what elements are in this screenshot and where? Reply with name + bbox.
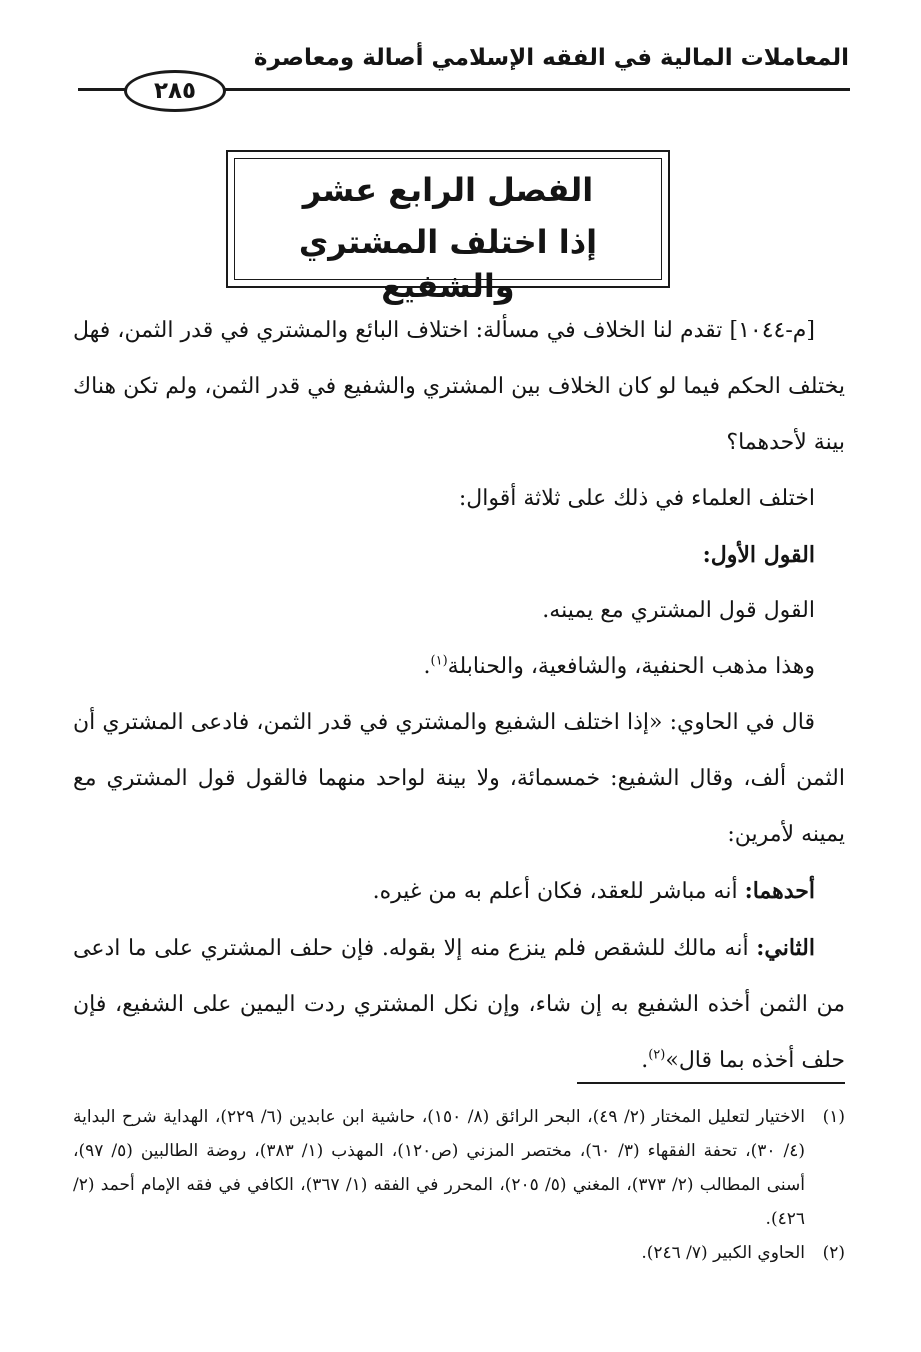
first-reason-text: أنه مباشر للعقد، فكان أعلم به من غيره.	[372, 879, 745, 904]
footnote-rule	[577, 1082, 845, 1084]
chapter-title: إذا اختلف المشتري والشفيع	[298, 223, 598, 305]
paragraph-first-reason	[73, 863, 845, 920]
paragraph-first-opinion: القول قول المشتري مع يمينه.	[542, 598, 815, 623]
madhhabs-end: .	[423, 654, 431, 679]
footnote-2-text: الحاوي الكبير (٧/ ٢٤٦).	[641, 1243, 805, 1263]
chapter-number: الفصل الرابع عشر	[302, 171, 594, 209]
running-title: المعاملات المالية في الفقه الإسلامي أصالة ومعاصرة	[253, 45, 849, 71]
footnote-ref-1[interactable]: (١)	[430, 653, 448, 669]
footnote-2	[73, 1236, 845, 1270]
paragraph-opinions: اختلف العلماء في ذلك على ثلاثة أقوال:	[458, 486, 815, 511]
chapter-title-box	[226, 150, 670, 305]
paragraph-intro: [م-١٠٤٤] تقدم لنا الخلاف في مسألة: اختلاف البائع والمشتري في قدر الثمن، فهل يختلف الحكم فيما لو كان الخلاف بين المشتري والشفيع في قدر الثمن، ولم تكن هناك بينة لأحدهما؟	[73, 318, 845, 455]
first-reason-lead: أحدهما:	[744, 878, 815, 904]
paragraph-madhhabs	[73, 639, 845, 695]
footnote-1	[73, 1100, 845, 1236]
main-text	[73, 303, 845, 1089]
footnote-1-text: الاختيار لتعليل المختار (٢/ ٤٩)، البحر الرائق (٨/ ١٥٠)، حاشية ابن عابدين (٦/ ٢٢٩)، الهداية شرح البداية (٤/ ٣٠)، تحفة الفقهاء (٣/ ٦٠)، مختصر المزني (ص١٢٠)، المهذب (١/ ٣٨٣)، روضة الطالبين (٥/ ٩٧)، أسنى المطالب (٢/ ٣٧٣)، المغني (٥/ ٢٠٥)، المحرر في الفقه (١/ ٣٦٧)، الكافي في فقه الإمام أحمد (٢/ ٤٢٦).	[73, 1107, 806, 1229]
second-reason-text: أنه مالك للشقص فلم ينزع منه إلا بقوله. فإن حلف المشتري على ما ادعى من الثمن أخذه الشفيع به إن شاء، وإن نكل المشتري ردت اليمين على الشفيع، فإن حلف أخذه بما قال»	[73, 936, 845, 1073]
footnote-1-number: (١)	[822, 1107, 846, 1127]
madhhabs-text: وهذا مذهب الحنفية، والشافعية، والحنابلة	[447, 654, 815, 679]
page-number-badge: ٢٨٥	[124, 70, 226, 112]
heading-first-opinion: القول الأول:	[702, 542, 815, 568]
second-reason-end: .	[641, 1048, 649, 1073]
second-reason-lead: الثاني:	[756, 935, 815, 961]
footnote-ref-2[interactable]: (٢)	[648, 1047, 666, 1063]
paragraph-second-reason	[73, 920, 845, 1089]
footnotes	[73, 1100, 845, 1270]
footnote-2-number: (٢)	[822, 1243, 845, 1263]
paragraph-hawi-quote: قال في الحاوي: «إذا اختلف الشفيع والمشتري في قدر الثمن، فادعى المشتري أن الثمن ألف، وقال الشفيع: خمسمائة، ولا بينة لواحد منهما فالقول قول المشتري مع يمينه لأمرين:	[73, 710, 845, 847]
